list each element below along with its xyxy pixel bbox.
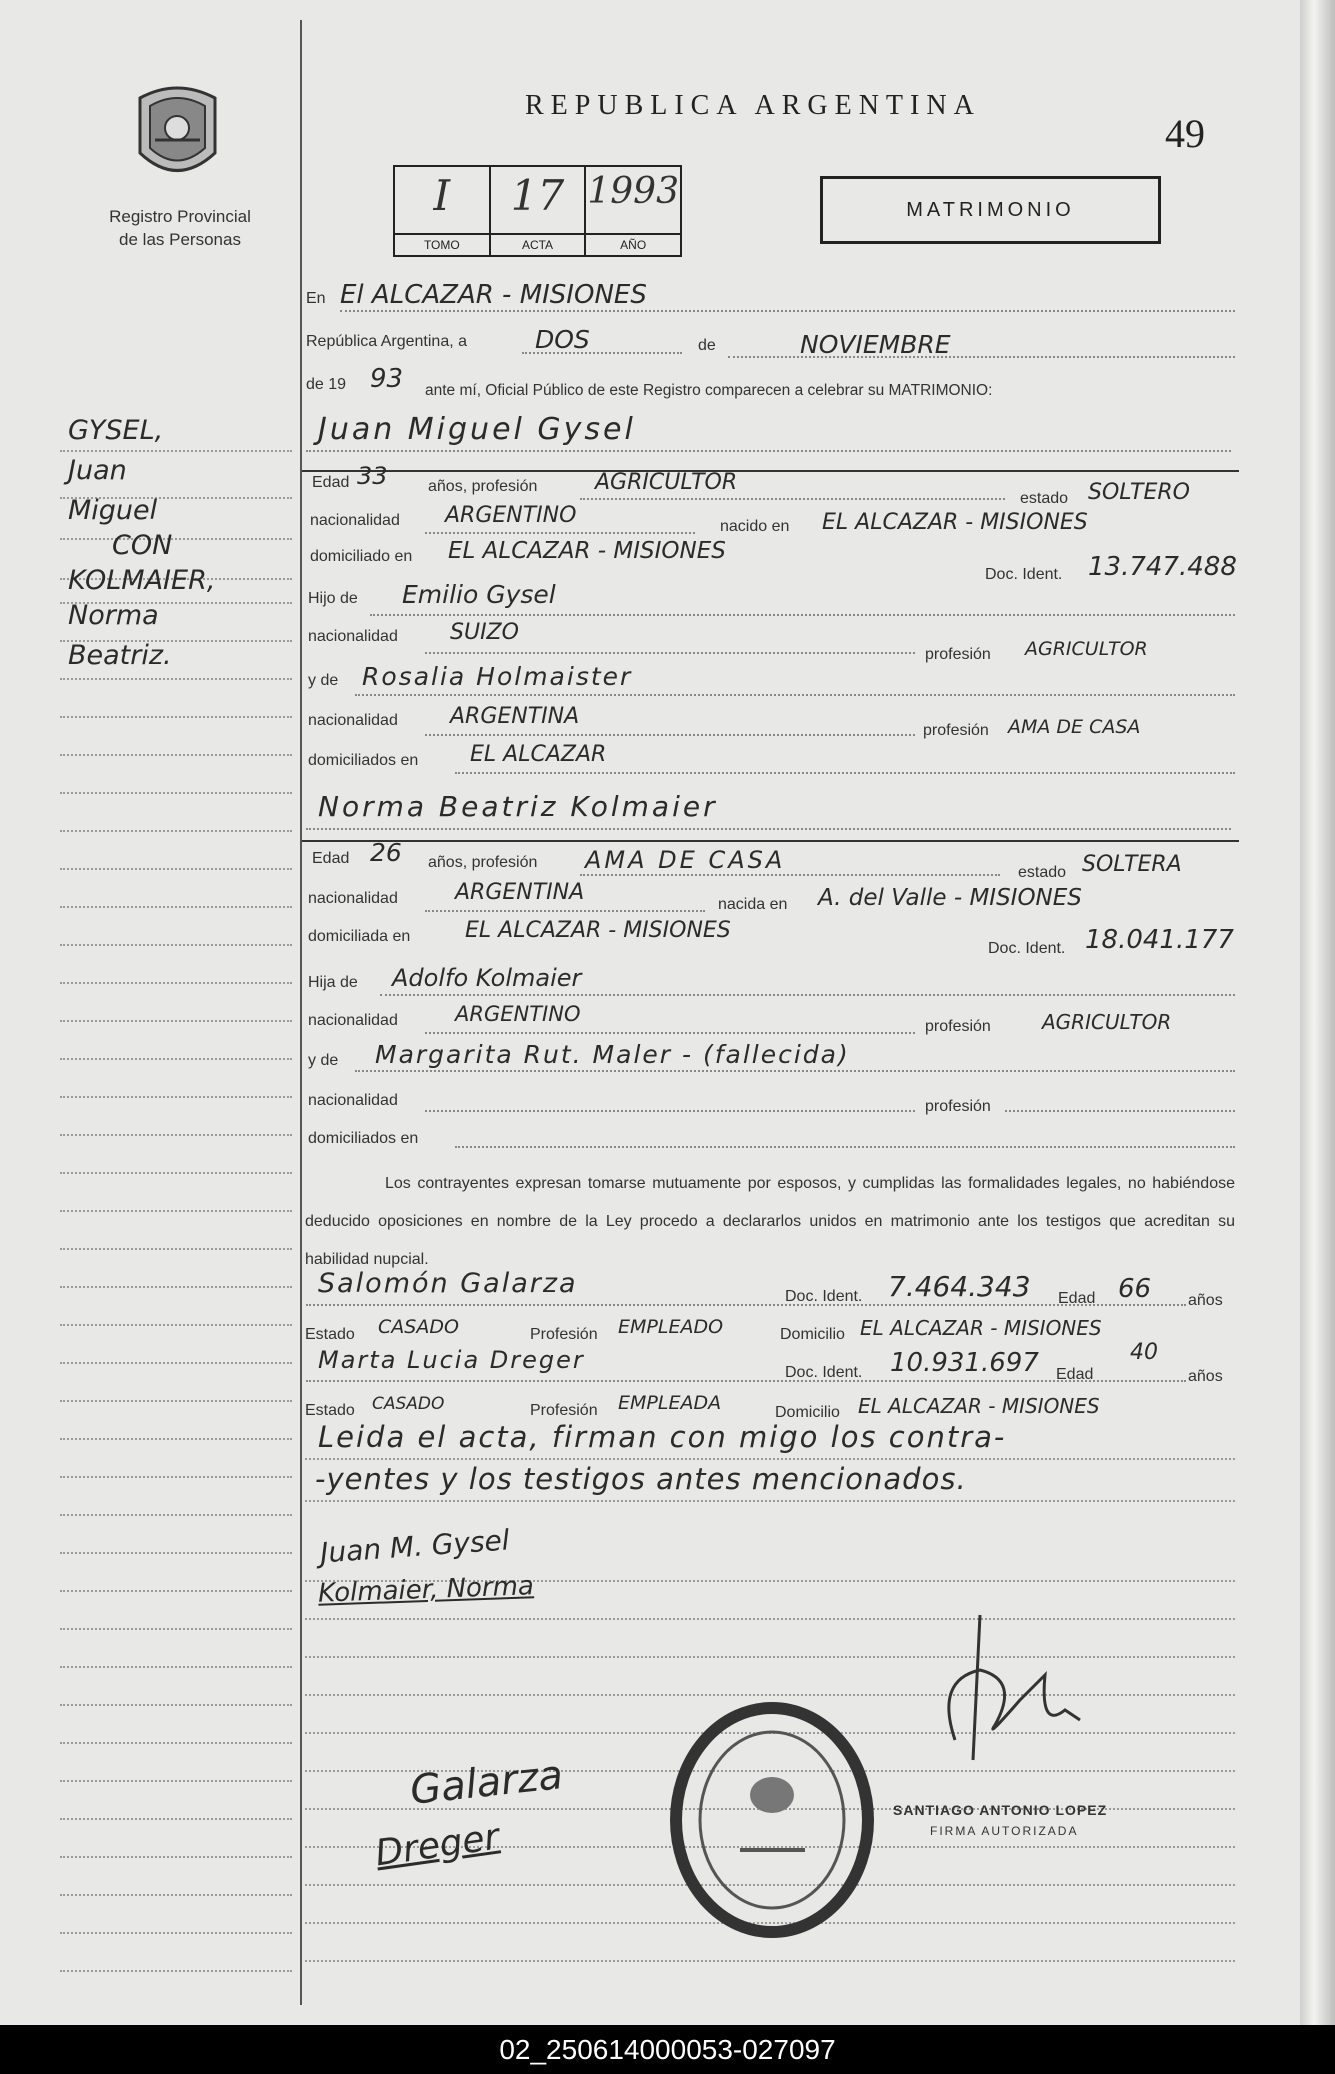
estado-label: Estado (305, 1326, 355, 1343)
nacionalidad-label: nacionalidad (308, 890, 398, 907)
republica-label: República Argentina, a (306, 333, 467, 350)
rule (425, 1032, 915, 1034)
bride-age: 26 (370, 838, 402, 867)
witness2-signature: Dreger (372, 1816, 502, 1875)
book-edge (1300, 0, 1335, 2025)
yde-label: y de (308, 1052, 339, 1069)
margin-line (60, 1628, 292, 1630)
groom-father-nationality: SUIZO (450, 620, 519, 645)
rule (728, 356, 1235, 358)
en-label: En (306, 290, 326, 307)
margin-line (60, 1742, 292, 1744)
profesion-label: Profesión (530, 1402, 598, 1419)
margin-line (60, 1666, 292, 1668)
bride-nationality: ARGENTINA (455, 880, 585, 905)
margin-line (60, 538, 292, 540)
profesion-label: Profesión (530, 1326, 598, 1343)
groom-name: Juan Miguel Gysel (318, 412, 636, 447)
groom-mother-profession: AMA DE CASA (1008, 716, 1141, 738)
doc-label: Doc. Ident. (785, 1288, 863, 1305)
groom-mother-nationality: ARGENTINA (450, 704, 580, 729)
year-prefix: de 19 (306, 376, 347, 393)
margin-line (60, 1932, 292, 1934)
witness2-age: 40 (1130, 1340, 1158, 1365)
witness1-profession: EMPLEADO (618, 1316, 724, 1338)
mother-prof-label: profesión (923, 722, 989, 739)
acta-label: ACTA (491, 233, 585, 255)
mother-nac-label: nacionalidad (308, 1092, 398, 1109)
intro-place: El ALCAZAR - MISIONES (340, 280, 647, 310)
doc-label: Doc. Ident. (785, 1364, 863, 1381)
margin-line (60, 716, 292, 718)
margin-note-line: KOLMAIER, (68, 565, 216, 596)
domicilio-label: Domicilio (780, 1326, 845, 1343)
ano-value: 1993 (587, 171, 679, 212)
witness2-domicile: EL ALCAZAR - MISIONES (858, 1394, 1100, 1418)
father-prof-label: profesión (925, 1018, 991, 1035)
page-number: 49 (1165, 111, 1205, 156)
witness2-status: CASADO (372, 1394, 445, 1414)
edad-label: Edad (312, 850, 350, 867)
rule (455, 772, 1235, 774)
spouse1-signature: Juan M. Gysel (319, 1523, 511, 1570)
domiciliado-label: domiciliado en (310, 548, 413, 565)
margin-line (60, 1400, 292, 1402)
edad-label: Edad (312, 474, 350, 491)
groom-profession: AGRICULTOR (595, 470, 738, 495)
witness1-doc: 7.464.343 (888, 1270, 1031, 1303)
edad-label: Edad (1058, 1290, 1096, 1307)
intro-month: NOVIEMBRE (800, 330, 951, 359)
margin-note-line: CON (112, 530, 173, 561)
margin-line (60, 1704, 292, 1706)
rule (580, 498, 1005, 500)
margin-line (60, 1210, 292, 1212)
profesion-label: años, profesión (428, 854, 538, 871)
margin-line (60, 450, 292, 452)
official-stamp-icon (670, 1700, 875, 1940)
margin-line (60, 1856, 292, 1858)
father-nac-label: nacionalidad (308, 1012, 398, 1029)
groom-nationality: ARGENTINO (445, 503, 577, 528)
margin-line (60, 678, 292, 680)
witness1-status: CASADO (378, 1316, 459, 1338)
ano-label: AÑO (586, 233, 680, 255)
yde-label: y de (308, 672, 339, 689)
margin-line (60, 1362, 292, 1364)
tomo-value: I (433, 171, 451, 220)
margin-line (60, 1514, 292, 1516)
groom-doc: 13.747.488 (1088, 552, 1237, 582)
witness1-signature: Galarza (408, 1752, 566, 1814)
rule (425, 652, 915, 654)
margin-note-line: Beatriz. (68, 640, 172, 671)
profesion-label: años, profesión (428, 478, 538, 495)
parents-dom-label: domiciliados en (308, 1130, 419, 1147)
bride-profession: AMA DE CASA (585, 846, 786, 874)
bride-mother: Margarita Rut. Maler - (fallecida) (375, 1040, 850, 1069)
margin-line (60, 1552, 292, 1554)
country-title: REPUBLICA ARGENTINA (525, 90, 981, 121)
margin-line (60, 1172, 292, 1174)
rule (340, 310, 1235, 312)
rule (580, 874, 1000, 876)
rule (305, 1960, 1235, 1962)
witness1-domicile: EL ALCAZAR - MISIONES (860, 1316, 1102, 1340)
intro-year: 93 (370, 364, 404, 394)
mother-nac-label: nacionalidad (308, 712, 398, 729)
groom-parents-domicile: EL ALCAZAR (470, 742, 607, 767)
margin-divider (300, 20, 302, 2005)
margin-line (60, 982, 292, 984)
bride-father-nationality: ARGENTINO (455, 1002, 581, 1026)
spouse2-signature: Kolmaier, Norma (317, 1571, 535, 1609)
margin-line (60, 1134, 292, 1136)
acta-value: 17 (510, 171, 565, 220)
rule (355, 694, 1235, 696)
witness1-age: 66 (1118, 1274, 1152, 1304)
closing-line-2: -yentes y los testigos antes mencionados. (315, 1462, 967, 1496)
closing-line-1: Leida el acta, firman con migo los contra- (318, 1420, 1007, 1454)
rule (306, 828, 1231, 830)
hija-label: Hija de (308, 974, 358, 991)
rule (425, 910, 705, 912)
edad-label: Edad (1056, 1366, 1094, 1383)
margin-line (60, 1020, 292, 1022)
margin-line (60, 754, 292, 756)
rule (425, 1110, 915, 1112)
record-type: MATRIMONIO (820, 176, 1161, 244)
parents-dom-label: domiciliados en (308, 752, 419, 769)
nacida-label: nacida en (718, 896, 788, 913)
witness2-name: Marta Lucia Dreger (318, 1346, 585, 1374)
estado-label: estado (1020, 490, 1069, 507)
margin-line (60, 1476, 292, 1478)
margin-note-line: Juan (68, 455, 127, 486)
estado-label: Estado (305, 1402, 355, 1419)
officer-signature-icon (925, 1610, 1100, 1765)
rule (425, 734, 915, 736)
margin-line (60, 1818, 292, 1820)
bride-birthplace: A. del Valle - MISIONES (818, 885, 1082, 911)
groom-age: 33 (357, 462, 388, 490)
margin-line (60, 944, 292, 946)
groom-status: SOLTERO (1088, 480, 1190, 505)
witness1-name: Salomón Galarza (318, 1268, 578, 1299)
bride-status: SOLTERA (1082, 852, 1182, 877)
intro-day: DOS (535, 325, 590, 354)
rule (370, 614, 1235, 616)
rule (455, 1146, 1235, 1148)
ante-text: ante mí, Oficial Público de este Registro comparecen a celebrar su MATRIMONIO: (425, 382, 993, 399)
domicilio-label: Domicilio (775, 1404, 840, 1421)
margin-line (60, 792, 292, 794)
ano-cell (586, 167, 680, 255)
rule (306, 1380, 1186, 1382)
margin-line (60, 1324, 292, 1326)
bride-father: Adolfo Kolmaier (392, 964, 582, 992)
bride-father-profession: AGRICULTOR (1042, 1010, 1172, 1034)
margin-line (60, 1248, 292, 1250)
rule (380, 994, 1235, 996)
officer-role: FIRMA AUTORIZADA (930, 1824, 1079, 1838)
declaration-text: Los contrayentes expresan tomarse mutuamente por esposos, y cumplidas las formalidades legales, no habiéndose deducido oposiciones en nombre de la Ley procedo a declararlos unidos en matrimonio ante los testigos que acreditan su habilidad nupcial. (305, 1175, 1235, 1268)
witness2-profession: EMPLEADA (618, 1392, 722, 1414)
groom-mother: Rosalia Holmaister (362, 662, 633, 691)
section-divider (302, 840, 1239, 842)
margin-line (60, 1970, 292, 1972)
father-nac-label: nacionalidad (308, 628, 398, 645)
officer-name: SANTIAGO ANTONIO LOPEZ (893, 1802, 1108, 1818)
rule (522, 352, 682, 354)
de-label: de (698, 337, 716, 354)
mother-prof-label: profesión (925, 1098, 991, 1115)
margin-note-line: GYSEL, (68, 415, 164, 446)
groom-birthplace: EL ALCAZAR - MISIONES (822, 510, 1088, 535)
anos-label: años (1188, 1292, 1223, 1309)
witness2-doc: 10.931.697 (890, 1348, 1039, 1378)
rule (1005, 1110, 1235, 1112)
acta-cell (491, 167, 587, 255)
bride-doc: 18.041.177 (1085, 925, 1234, 955)
nacionalidad-label: nacionalidad (310, 512, 400, 529)
rule (425, 532, 695, 534)
rule (305, 1500, 1235, 1502)
margin-line (60, 1096, 292, 1098)
margin-line (60, 1058, 292, 1060)
margin-line (60, 1286, 292, 1288)
doc-label: Doc. Ident. (988, 940, 1066, 957)
bride-domicile: EL ALCAZAR - MISIONES (465, 918, 731, 943)
margin-note-line: Norma (68, 600, 159, 631)
section-divider (302, 470, 1239, 472)
father-prof-label: profesión (925, 646, 991, 663)
groom-father-profession: AGRICULTOR (1025, 638, 1148, 660)
rule (306, 1304, 1186, 1306)
domiciliada-label: domiciliada en (308, 928, 411, 945)
hijo-label: Hijo de (308, 590, 358, 607)
nacido-label: nacido en (720, 518, 790, 535)
bride-name: Norma Beatriz Kolmaier (318, 790, 718, 823)
margin-line (60, 906, 292, 908)
margin-line (60, 830, 292, 832)
image-id-bar: 02_250614000053-027097 (0, 2025, 1335, 2074)
margin-line (60, 1590, 292, 1592)
doc-label: Doc. Ident. (985, 566, 1063, 583)
estado-label: estado (1018, 864, 1067, 881)
rule (355, 1070, 1235, 1072)
province-seal-icon (130, 78, 225, 188)
margin-line (60, 868, 292, 870)
tomo-cell (395, 167, 491, 255)
margin-line (60, 1780, 292, 1782)
rule (306, 450, 1231, 452)
groom-father: Emilio Gysel (402, 580, 556, 609)
anos-label: años (1188, 1368, 1223, 1385)
registry-name: Registro Provincial de las Personas (109, 207, 251, 249)
margin-line (60, 1438, 292, 1440)
margin-line (60, 1894, 292, 1896)
groom-domicile: EL ALCAZAR - MISIONES (448, 538, 726, 564)
rule (305, 1458, 1235, 1460)
margin-note-line: Miguel (68, 495, 158, 526)
tomo-label: TOMO (395, 233, 489, 255)
register-box (393, 165, 682, 257)
